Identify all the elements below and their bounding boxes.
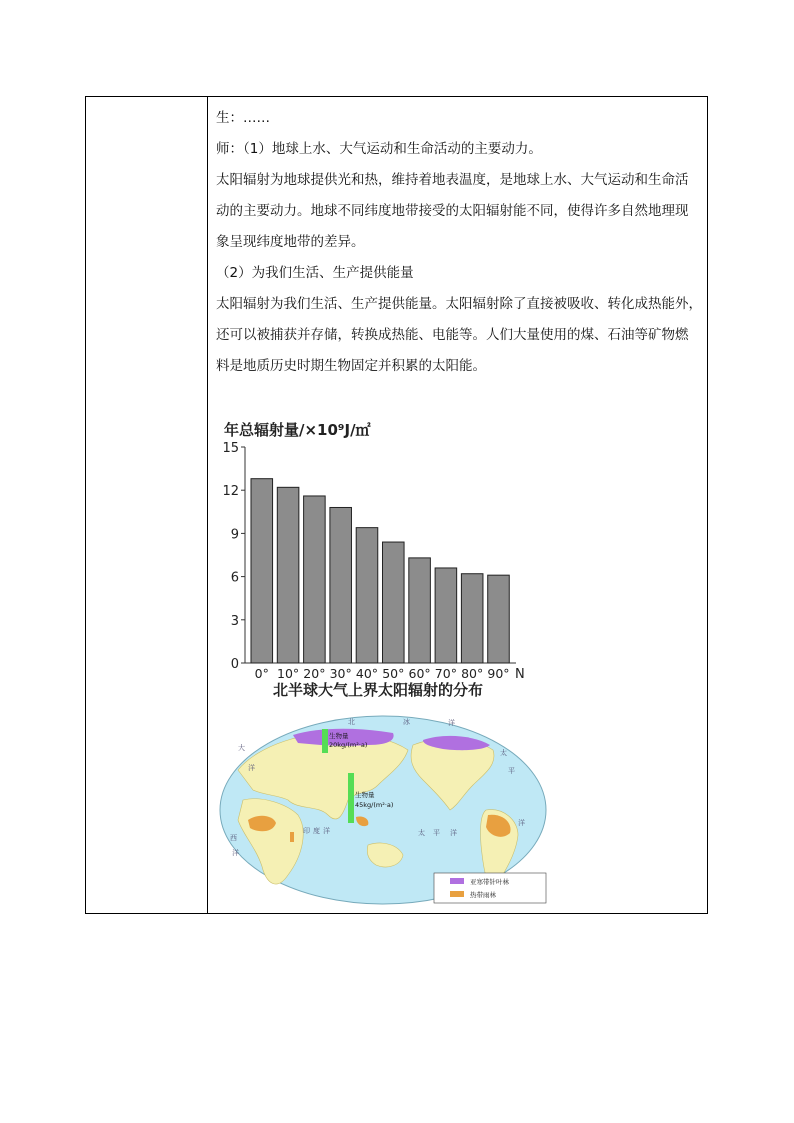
bar [251,479,273,663]
text-line: 象呈现纬度地带的差异。 [216,234,365,250]
text-line: 料是地质历史时期生物固定并积累的太阳能。 [216,358,486,374]
text-line: 生：…… [216,110,270,126]
y-tick-label: 0 [230,657,239,672]
bars [251,479,509,663]
legend-swatch-taiga [450,878,464,884]
text-line: 还可以被捕获并存储，转换成热能、电能等。人们大量使用的煤、石油等矿物燃 [216,327,689,343]
ocean-label: 洋 [232,849,239,857]
ocean-label: 度 [313,827,320,835]
lesson-content [216,103,704,382]
bar [488,575,510,663]
bar [461,574,483,663]
bar [409,558,431,663]
chart-svg [218,419,538,704]
ocean-label: 北 [348,718,355,726]
ocean-label: 太 [418,829,425,837]
text-line: 动的主要动力。地球不同纬度地带接受的太阳辐射能不同，使得许多自然地理现 [216,203,689,219]
ocean-label: 冰 [403,718,410,726]
legend-label-rainforest: 热带雨林 [470,891,496,899]
bar [356,528,378,663]
x-tick-label: 30° [329,666,352,681]
ocean-label: 洋 [248,764,255,772]
column-divider [207,97,208,913]
chart-title: 北半球大气上界太阳辐射的分布 [272,681,484,699]
solar-radiation-chart [218,419,538,704]
legend-label-taiga: 亚寒带针叶林 [470,878,509,886]
ocean-label: 洋 [518,819,525,827]
ocean-label: 平 [433,829,440,837]
x-tick-label: 0° [254,666,269,681]
x-tick-label: 20° [303,666,326,681]
x-end-label: N [515,667,525,682]
label1-value: 20kg/(m²·a) [329,741,368,749]
bar [277,487,299,663]
x-tick-label: 50° [382,666,405,681]
ocean-label: 洋 [448,719,455,727]
y-tick-label: 15 [222,441,239,456]
ocean-label: 印 [303,827,310,835]
y-tick-label: 6 [230,570,239,586]
x-tick-label: 10° [277,666,300,681]
text-line: 太阳辐射为地球提供光和热，维持着地表温度，是地球上水、大气运动和生命活 [216,172,689,188]
x-ticks [255,666,510,681]
bar [435,568,457,663]
y-tick-label: 9 [230,527,239,543]
y-tick-label: 12 [222,484,239,500]
ocean-label: 平 [508,767,515,775]
lesson-table [85,96,708,914]
biomass-bar-taiga [322,729,328,753]
bar [383,542,405,663]
text-line: 师：（1）地球上水、大气运动和生命活动的主要动力。 [216,141,542,157]
rainforest-madagascar [290,832,294,842]
biomass-bar-rainforest [348,773,354,823]
map-svg [218,715,548,905]
ocean-label: 西 [230,834,237,842]
label1-title: 生物量 [329,732,349,740]
text-line: （2）为我们生活、生产提供能量 [216,265,414,281]
chart-ylabel: 年总辐射量/×10⁹J/㎡ [224,421,371,439]
ocean-label: 洋 [323,827,330,835]
label2-value: 45kg/(m²·a) [355,801,394,809]
x-tick-label: 70° [434,666,457,681]
y-ticks [222,441,245,672]
label2-title: 生物量 [355,791,375,799]
legend-swatch-rainforest [450,891,464,897]
ocean-label: 大 [238,744,245,752]
ocean-label: 太 [500,749,507,757]
x-tick-label: 90° [487,666,510,681]
text-line: 太阳辐射为我们生活、生产提供能量。太阳辐射除了直接被吸收、转化成热能外， [216,296,702,312]
y-tick-label: 3 [230,613,239,629]
biomass-world-map [218,715,548,905]
bar [330,507,352,663]
x-tick-label: 80° [461,666,484,681]
ocean-label: 洋 [450,829,457,837]
x-tick-label: 40° [355,666,379,681]
bar [304,496,326,663]
x-tick-label: 60° [408,666,431,681]
